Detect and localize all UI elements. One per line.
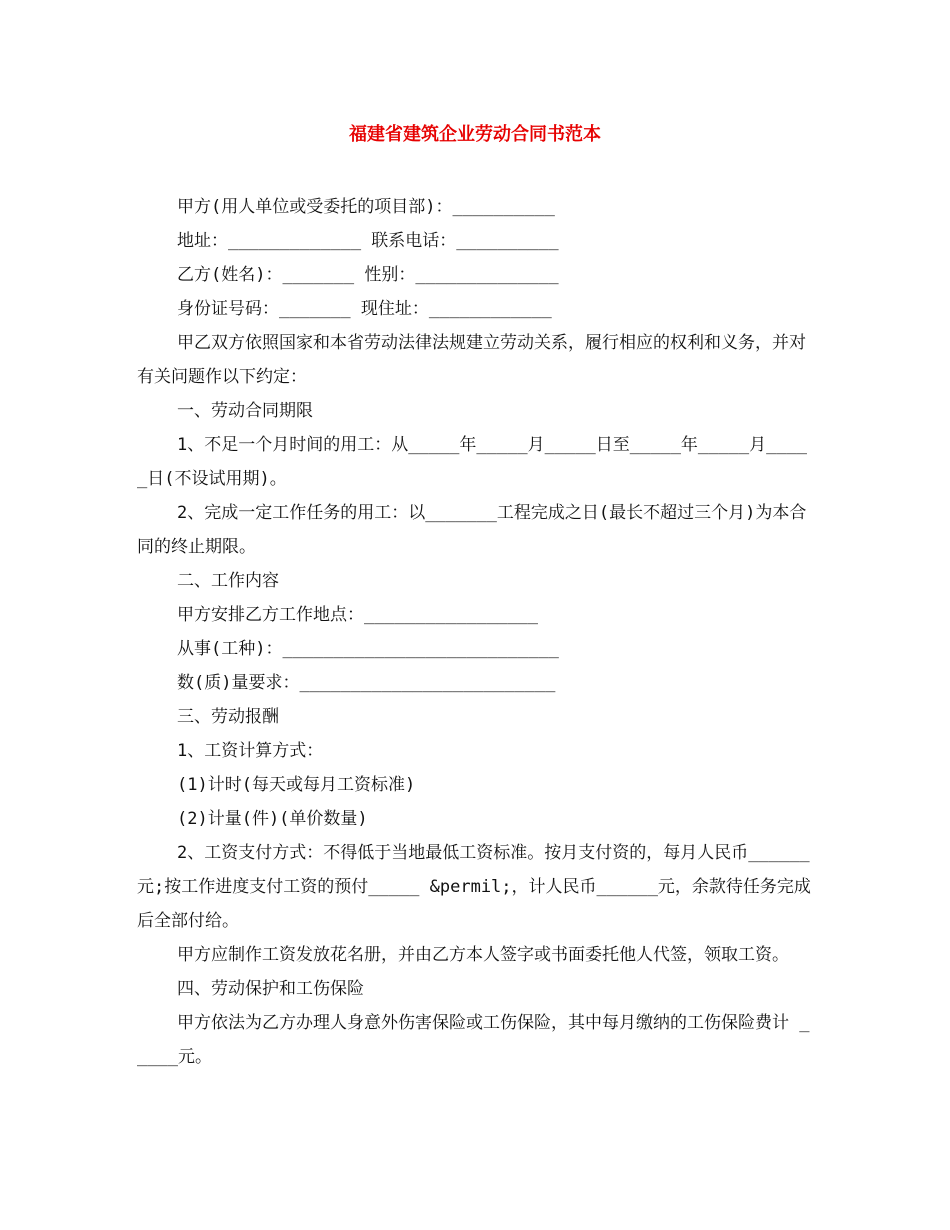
section-3-heading: 三、劳动报酬 bbox=[177, 707, 279, 727]
work-location-line: 甲方安排乙方工作地点：_________________ bbox=[177, 605, 538, 625]
section-2-heading: 二、工作内容 bbox=[177, 571, 279, 591]
term-clause-1: 1、不足一个月时间的用工：从_____年_____月_____日至_____年_____月_____日(不设试用期)。 bbox=[137, 435, 808, 489]
id-residence-line: 身份证号码：_______ 现住址：____________ bbox=[177, 299, 552, 319]
document-title: 福建省建筑企业劳动合同书范本 bbox=[349, 124, 601, 145]
party-a-line: 甲方(用人单位或受委托的项目部)：__________ bbox=[177, 197, 555, 217]
section-4-heading: 四、劳动保护和工伤保险 bbox=[177, 979, 364, 999]
wage-calc-heading: 1、工资计算方式： bbox=[177, 741, 324, 761]
agreement-intro-paragraph: 甲乙双方依照国家和本省劳动法律法规建立劳动关系，履行相应的权利和义务，并对有关问题作以下约定： bbox=[137, 333, 806, 387]
section-1-heading: 一、劳动合同期限 bbox=[177, 401, 313, 421]
document-body bbox=[137, 190, 817, 1074]
insurance-clause: 甲方依法为乙方办理人身意外伤害保险或工伤保险，其中每月缴纳的工伤保险费计 _____元。 bbox=[137, 1013, 810, 1067]
term-clause-2: 2、完成一定工作任务的用工：以_______工程完成之日(最长不超过三个月)为本合同的终止期限。 bbox=[137, 503, 807, 557]
wage-calc-option-1: (1)计时(每天或每月工资标准) bbox=[177, 775, 416, 795]
wage-calc-option-2: (2)计量(件)(单价数量) bbox=[177, 809, 368, 829]
party-b-gender-line: 乙方(姓名)：_______ 性别：______________ bbox=[177, 265, 559, 285]
job-type-line: 从事(工种)：___________________________ bbox=[177, 639, 559, 659]
quality-requirement-line: 数(质)量要求：_________________________ bbox=[177, 673, 556, 693]
wage-payment-clause: 2、工资支付方式：不得低于当地最低工资标准。按月支付资的，每月人民币______元;按工作进度支付工资的预付_____ &permil;，计人民币______元，余款待任务完成后全部付给。 bbox=[137, 843, 811, 931]
payroll-roster-clause: 甲方应制作工资发放花名册，并由乙方本人签字或书面委托他人代签，领取工资。 bbox=[177, 945, 789, 965]
address-phone-line: 地址：_____________ 联系电话：__________ bbox=[177, 231, 559, 251]
